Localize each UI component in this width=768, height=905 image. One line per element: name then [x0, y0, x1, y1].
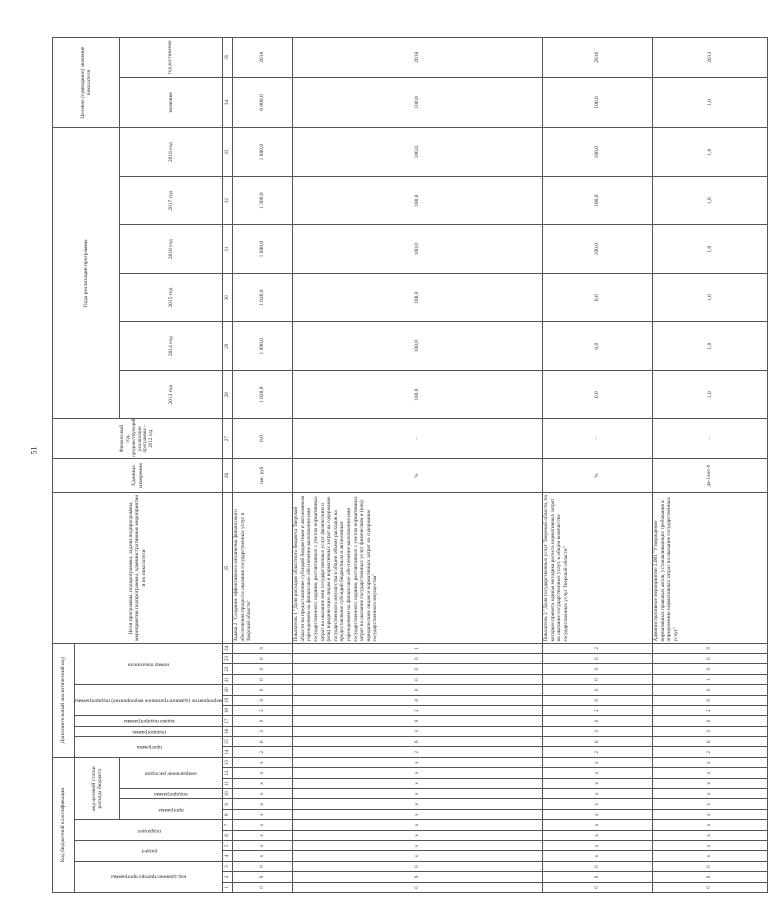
header-itog: Целевое (суммарное) значение показателя	[53, 38, 120, 128]
code-digit: х	[293, 841, 543, 851]
year-value: 100,0	[293, 273, 543, 322]
code-digit: 0	[653, 882, 768, 892]
row-target-year: 2018	[233, 38, 293, 78]
page-number: 51	[29, 446, 39, 455]
code-digit: х	[293, 789, 543, 799]
code-digit: х	[233, 841, 293, 851]
year-value: 1,0	[653, 128, 768, 177]
header-znachenie: значение	[120, 77, 223, 128]
program-indicators-table	[52, 37, 768, 893]
code-digit: х	[653, 757, 768, 767]
header-kbk: Код бюджетной классификации	[53, 757, 75, 892]
row-target-value: 100,0	[543, 77, 653, 128]
code-digit: х	[543, 820, 653, 830]
code-digit: 0	[293, 664, 543, 674]
column-number: 9	[223, 799, 233, 809]
column-number: 29	[223, 322, 233, 371]
column-number: 22	[223, 664, 233, 674]
column-number: 20	[223, 685, 233, 695]
row-description: Задача 2 "Создание эффективного механизма финансового обеспечения процесса оказания государственных услуг в Тверской области"	[233, 493, 293, 643]
row-base-value: -	[293, 419, 543, 458]
header-celi: Цели программы, подпрограммы, задачи подпрограммы, мероприятия подпрограммы, административные мероприятия и их показатели	[53, 493, 223, 643]
code-digit: 2	[543, 705, 653, 715]
code-digit: 0	[233, 674, 293, 684]
column-number: 17	[223, 716, 233, 726]
code-digit: 6	[653, 737, 768, 747]
column-number: 11	[223, 778, 233, 788]
code-digit: 3	[293, 726, 543, 736]
code-digit: 0	[293, 861, 543, 871]
row-description: Показатель 1 "Доля расходов областного бюджета Тверской области на предоставление субсидий бюджетным и автономным учреждениям на финансовое обеспечение выполнения ими государственного задания, рассчитанных с учетом нормативных затрат на оказание ими государственных услуг физическим и (или) юридическим лицам и нормативных затрат на содержание государственного имущества в общем объеме расходов на предоставление субсидий бюджетным и автономным учреждениям на финансовое обеспечение выполнения ими государственного задания, рассчитанных с учетом нормативных затрат на оказание государственных услуг физическим и (или) юридическим лицам и нормативных затрат на содержание государственного имущества"	[293, 493, 543, 643]
code-digit: 6	[543, 737, 653, 747]
code-digit: 0	[233, 695, 293, 705]
table-row	[653, 38, 768, 893]
code-digit: х	[233, 757, 293, 767]
code-digit: 0	[293, 674, 543, 684]
column-number: 24	[223, 643, 233, 653]
code-digit: 2	[233, 705, 293, 715]
code-digit: х	[543, 841, 653, 851]
row-unit: %	[543, 458, 653, 493]
code-digit: 0	[543, 861, 653, 871]
code-digit: х	[543, 778, 653, 788]
row-base-value: -	[653, 419, 768, 458]
row-target-year: 2016	[543, 38, 653, 78]
row-target-year: 2013	[653, 38, 768, 78]
code-digit: 0	[293, 695, 543, 705]
code-digit: х	[653, 768, 768, 778]
column-number: 15	[223, 737, 233, 747]
header-finans: Финансовый год, предшествующий реализации программы – 2012 год	[53, 419, 223, 458]
table-row	[543, 38, 653, 893]
column-number: 13	[223, 757, 233, 767]
column-numbers-row	[223, 38, 233, 893]
header-razdel: раздел	[75, 841, 223, 862]
column-number: 14	[223, 747, 233, 757]
column-number: 35	[223, 38, 233, 78]
row-description: Показатель 2 "Доля государственных услуг Тверской области, по которым принята единая методика расчета нормативных затрат на оказание государственных услуг, в общем количестве государственных услуг Тверской области"	[543, 493, 653, 643]
code-digit: х	[233, 789, 293, 799]
code-digit: 2	[653, 747, 768, 757]
year-header: 2018 год	[120, 128, 223, 177]
column-number: 12	[223, 768, 233, 778]
row-base-value: -	[543, 419, 653, 458]
year-value: 0,0	[543, 273, 653, 322]
code-digit: 0	[543, 664, 653, 674]
column-number: 6	[223, 830, 233, 840]
year-header: 2017 год	[120, 176, 223, 225]
year-value: 100,0	[543, 176, 653, 225]
column-number: 10	[223, 789, 233, 799]
code-digit: 0	[543, 685, 653, 695]
column-number: 30	[223, 273, 233, 322]
year-header: 2015 год	[120, 273, 223, 322]
header-podrazdel: подраздел	[75, 820, 223, 841]
year-value: 1,0	[653, 370, 768, 419]
column-number: 7	[223, 820, 233, 830]
code-digit: 0	[293, 716, 543, 726]
table-row	[233, 38, 293, 893]
column-number: 18	[223, 705, 233, 715]
column-number: 3	[223, 861, 233, 871]
code-digit: 0	[293, 882, 543, 892]
header-gody: Годы реализации программы	[53, 128, 120, 419]
column-number: 16	[223, 726, 233, 736]
code-digit: х	[653, 841, 768, 851]
code-digit: 9	[233, 872, 293, 882]
rotated-table-wrapper	[52, 37, 713, 893]
code-digit: 2	[543, 643, 653, 653]
year-value: 1 040,0	[233, 273, 293, 322]
code-digit: 6	[233, 737, 293, 747]
year-value: 1 020,0	[233, 370, 293, 419]
column-number: 27	[223, 419, 233, 458]
code-digit: 1	[293, 643, 543, 653]
header-admin: код администратора программы	[75, 861, 223, 892]
column-number: 8	[223, 809, 233, 819]
row-target-value: 100,0	[293, 77, 543, 128]
code-digit: х	[543, 768, 653, 778]
column-number: 31	[223, 225, 233, 274]
code-digit: 2	[543, 747, 653, 757]
code-digit: х	[233, 851, 293, 861]
code-digit: х	[293, 757, 543, 767]
header-programma: программа	[120, 799, 223, 820]
code-digit: х	[293, 778, 543, 788]
year-value: 1,0	[653, 225, 768, 274]
column-number: 33	[223, 128, 233, 177]
year-value: 1,0	[653, 273, 768, 322]
year-value: 1 080,0	[233, 128, 293, 177]
table-row	[293, 38, 543, 893]
code-digit: 9	[293, 872, 543, 882]
code-digit: 0	[543, 882, 653, 892]
code-digit: х	[653, 778, 768, 788]
year-value: 100,0	[543, 128, 653, 177]
code-digit: х	[653, 799, 768, 809]
code-digit: 3	[233, 726, 293, 736]
code-digit: х	[293, 768, 543, 778]
year-value: 1,0	[653, 176, 768, 225]
code-digit: 0	[653, 653, 768, 663]
column-number: 23	[223, 653, 233, 663]
year-header: 2016 год	[120, 225, 223, 274]
year-value: 1 080,0	[233, 225, 293, 274]
header-dop-kod: Дополнительный аналитический код	[53, 643, 75, 757]
code-digit: 6	[293, 737, 543, 747]
column-number: 2	[223, 872, 233, 882]
header-meropriyatie: мероприятие (административное мероприятие) подпрограммы	[75, 685, 223, 716]
code-digit: 9	[653, 872, 768, 882]
year-header: 2014 год	[120, 322, 223, 371]
code-digit: х	[233, 809, 293, 819]
code-digit: 0	[543, 716, 653, 726]
header-dop-programma: программа	[75, 737, 223, 758]
code-digit: 0	[233, 716, 293, 726]
column-number: 4	[223, 851, 233, 861]
header-row-1	[53, 38, 75, 893]
year-value: 100,0	[293, 322, 543, 371]
column-number: 32	[223, 176, 233, 225]
code-digit: 3	[653, 726, 768, 736]
code-digit: 0	[233, 685, 293, 695]
code-digit: х	[653, 830, 768, 840]
code-digit: х	[233, 830, 293, 840]
code-digit: 2	[233, 747, 293, 757]
header-zadacha: задача подпрограммы	[75, 716, 223, 726]
year-value: 100,0	[293, 176, 543, 225]
year-value: 100,0	[293, 370, 543, 419]
header-dop-podprogramma: подпрограмма	[75, 726, 223, 736]
year-value: 1,0	[653, 322, 768, 371]
code-digit: 0	[653, 664, 768, 674]
year-value: 1 300,0	[233, 176, 293, 225]
code-digit: х	[293, 809, 543, 819]
code-digit: 0	[653, 695, 768, 705]
code-digit: х	[233, 768, 293, 778]
column-number: 26	[223, 458, 233, 493]
header-napravlenie: направление расходов	[120, 757, 223, 788]
header-edinica: Единица измерения	[53, 458, 223, 493]
code-digit: 0	[653, 861, 768, 871]
code-digit: 0	[233, 882, 293, 892]
row-target-value: 1,0	[653, 77, 768, 128]
year-value: 100,0	[543, 225, 653, 274]
code-digit: х	[293, 830, 543, 840]
code-digit: х	[233, 778, 293, 788]
row-unit: %	[293, 458, 543, 493]
code-digit: х	[653, 820, 768, 830]
code-digit: х	[233, 799, 293, 809]
column-number: 5	[223, 841, 233, 851]
code-digit: х	[543, 851, 653, 861]
code-digit: 0	[293, 653, 543, 663]
code-digit: х	[653, 851, 768, 861]
code-digit: 3	[543, 726, 653, 736]
code-digit: 9	[543, 872, 653, 882]
header-statya: код целевой статьи расхода бюджета	[75, 757, 120, 819]
code-digit: 0	[233, 861, 293, 871]
column-number: 1	[223, 882, 233, 892]
year-value: 1 090,0	[233, 322, 293, 371]
code-digit: 0	[293, 685, 543, 695]
header-nomer: номер показателя	[75, 643, 223, 685]
code-digit: 0	[653, 716, 768, 726]
code-digit: 2	[293, 705, 543, 715]
row-target-value: 6 000,0	[233, 77, 293, 128]
column-number: 34	[223, 77, 233, 128]
code-digit: 0	[233, 664, 293, 674]
code-digit: 2	[293, 747, 543, 757]
header-god-dostizheniya: год достижения	[120, 38, 223, 78]
code-digit: х	[543, 809, 653, 819]
year-value: 100,0	[293, 225, 543, 274]
code-digit: х	[543, 799, 653, 809]
code-digit: х	[293, 851, 543, 861]
code-digit: х	[653, 789, 768, 799]
code-digit: 1	[653, 674, 768, 684]
code-digit: 0	[653, 685, 768, 695]
year-value: 0,0	[543, 322, 653, 371]
code-digit: х	[653, 809, 768, 819]
code-digit: 2	[653, 705, 768, 715]
column-number: 19	[223, 695, 233, 705]
code-digit: х	[233, 820, 293, 830]
code-digit: 0	[653, 643, 768, 653]
header-podprogramma: подпрограмма	[120, 789, 223, 799]
code-digit: х	[543, 830, 653, 840]
code-digit: х	[293, 799, 543, 809]
year-header: 2013 год	[120, 370, 223, 419]
row-description: Административное мероприятие 2.001 "Утверждение нормативных правовых актов, устанавливающих требования к определению нормативных затрат на оказание государственных услуг"	[653, 493, 768, 643]
code-digit: х	[543, 789, 653, 799]
code-digit: 0	[543, 653, 653, 663]
column-number: 21	[223, 674, 233, 684]
code-digit: 0	[233, 643, 293, 653]
year-value: 100,0	[293, 128, 543, 177]
row-target-year: 2018	[293, 38, 543, 78]
year-value: 0,0	[543, 370, 653, 419]
column-number: 28	[223, 370, 233, 419]
code-digit: 0	[543, 674, 653, 684]
code-digit: 0	[543, 695, 653, 705]
code-digit: 0	[233, 653, 293, 663]
code-digit: х	[543, 757, 653, 767]
row-base-value: 0,0	[233, 419, 293, 458]
row-unit: да-1/нет-0	[653, 458, 768, 493]
code-digit: х	[293, 820, 543, 830]
column-number: 25	[223, 493, 233, 643]
row-unit: тыс. руб	[233, 458, 293, 493]
